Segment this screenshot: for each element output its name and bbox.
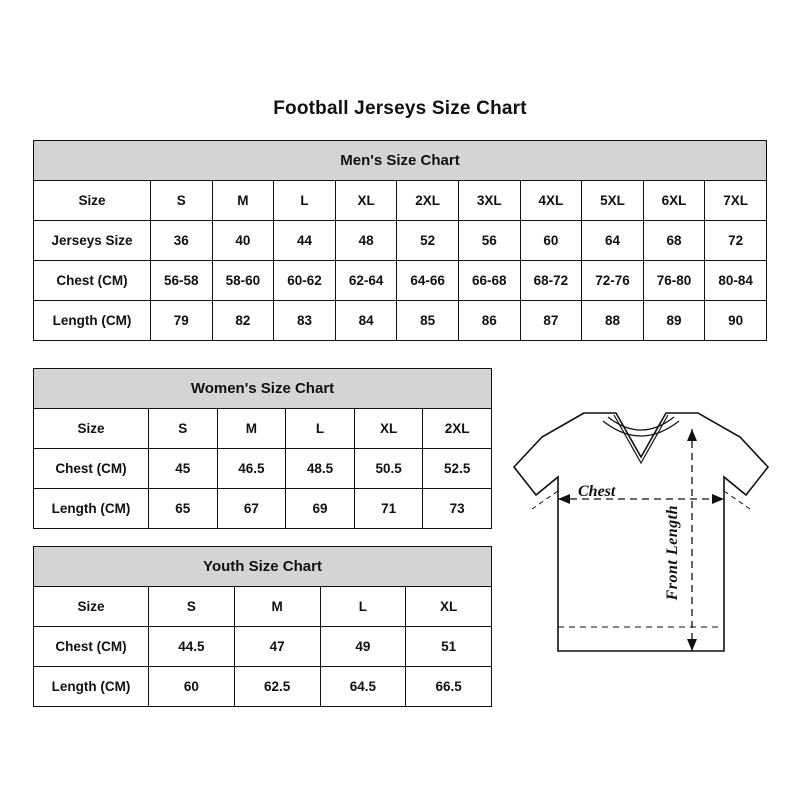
table-cell: 60-62 <box>274 261 336 301</box>
table-cell: 44 <box>274 221 336 261</box>
column-header: XL <box>354 409 423 449</box>
table-cell: 68-72 <box>520 261 582 301</box>
table-row <box>34 181 767 221</box>
mens-size-chart <box>33 140 767 341</box>
column-header: L <box>286 409 355 449</box>
column-header: XL <box>406 587 492 627</box>
row-label: Length (CM) <box>34 301 151 341</box>
youth-table-caption: Youth Size Chart <box>33 546 492 586</box>
table-cell: 89 <box>643 301 705 341</box>
table-cell: 52 <box>397 221 459 261</box>
table-cell: 90 <box>705 301 767 341</box>
table-row <box>34 261 767 301</box>
column-header: S <box>149 409 218 449</box>
row-label: Chest (CM) <box>34 261 151 301</box>
column-header: Size <box>34 181 151 221</box>
table-cell: 72-76 <box>582 261 644 301</box>
table-cell: 68 <box>643 221 705 261</box>
table-cell: 62.5 <box>234 667 320 707</box>
youth-size-chart <box>33 546 492 707</box>
column-header: Size <box>34 409 149 449</box>
row-label: Chest (CM) <box>34 449 149 489</box>
table-cell: 84 <box>335 301 397 341</box>
column-header: 4XL <box>520 181 582 221</box>
front-length-measure-label: Front Length <box>664 505 681 601</box>
column-header: Size <box>34 587 149 627</box>
table-row <box>34 627 492 667</box>
column-header: 6XL <box>643 181 705 221</box>
youth-size-table <box>33 546 492 707</box>
column-header: 5XL <box>582 181 644 221</box>
table-cell: 85 <box>397 301 459 341</box>
column-header: 3XL <box>458 181 520 221</box>
table-cell: 46.5 <box>217 449 286 489</box>
table-cell: 60 <box>149 667 235 707</box>
table-cell: 44.5 <box>149 627 235 667</box>
column-header: S <box>151 181 213 221</box>
table-cell: 66-68 <box>458 261 520 301</box>
table-cell: 56 <box>458 221 520 261</box>
table-cell: 87 <box>520 301 582 341</box>
table-cell: 48.5 <box>286 449 355 489</box>
table-cell: 60 <box>520 221 582 261</box>
table-cell: 64.5 <box>320 667 406 707</box>
column-header: M <box>234 587 320 627</box>
mens-table-caption: Men's Size Chart <box>33 140 767 180</box>
column-header: S <box>149 587 235 627</box>
row-label: Jerseys Size <box>34 221 151 261</box>
column-header: L <box>274 181 336 221</box>
womens-table-caption: Women's Size Chart <box>33 368 492 408</box>
table-cell: 72 <box>705 221 767 261</box>
measurement-diagram <box>496 395 786 695</box>
column-header: XL <box>335 181 397 221</box>
table-row <box>34 409 492 449</box>
page-title: Football Jerseys Size Chart <box>273 98 527 119</box>
column-header: 7XL <box>705 181 767 221</box>
table-cell: 76-80 <box>643 261 705 301</box>
table-cell: 65 <box>149 489 218 529</box>
column-header: 2XL <box>423 409 492 449</box>
table-cell: 40 <box>212 221 274 261</box>
column-header: M <box>212 181 274 221</box>
table-cell: 47 <box>234 627 320 667</box>
table-cell: 45 <box>149 449 218 489</box>
table-cell: 36 <box>151 221 213 261</box>
row-label: Length (CM) <box>34 489 149 529</box>
table-row <box>34 449 492 489</box>
table-cell: 88 <box>582 301 644 341</box>
table-row <box>34 301 767 341</box>
table-row <box>34 221 767 261</box>
table-cell: 79 <box>151 301 213 341</box>
table-cell: 48 <box>335 221 397 261</box>
table-cell: 66.5 <box>406 667 492 707</box>
table-cell: 56-58 <box>151 261 213 301</box>
womens-size-table <box>33 368 492 529</box>
table-cell: 82 <box>212 301 274 341</box>
table-row <box>34 587 492 627</box>
table-cell: 80-84 <box>705 261 767 301</box>
table-cell: 50.5 <box>354 449 423 489</box>
womens-size-chart <box>33 368 492 529</box>
table-cell: 49 <box>320 627 406 667</box>
table-cell: 62-64 <box>335 261 397 301</box>
table-row <box>34 667 492 707</box>
column-header: 2XL <box>397 181 459 221</box>
mens-size-table <box>33 140 767 341</box>
table-cell: 73 <box>423 489 492 529</box>
table-cell: 83 <box>274 301 336 341</box>
table-cell: 71 <box>354 489 423 529</box>
table-cell: 51 <box>406 627 492 667</box>
table-cell: 52.5 <box>423 449 492 489</box>
row-label: Chest (CM) <box>34 627 149 667</box>
table-cell: 64 <box>582 221 644 261</box>
column-header: L <box>320 587 406 627</box>
table-row <box>34 489 492 529</box>
row-label: Length (CM) <box>34 667 149 707</box>
table-cell: 86 <box>458 301 520 341</box>
tshirt-outline-icon <box>496 395 786 685</box>
table-cell: 67 <box>217 489 286 529</box>
table-cell: 64-66 <box>397 261 459 301</box>
table-cell: 58-60 <box>212 261 274 301</box>
chest-measure-label: Chest <box>578 483 616 500</box>
table-cell: 69 <box>286 489 355 529</box>
column-header: M <box>217 409 286 449</box>
